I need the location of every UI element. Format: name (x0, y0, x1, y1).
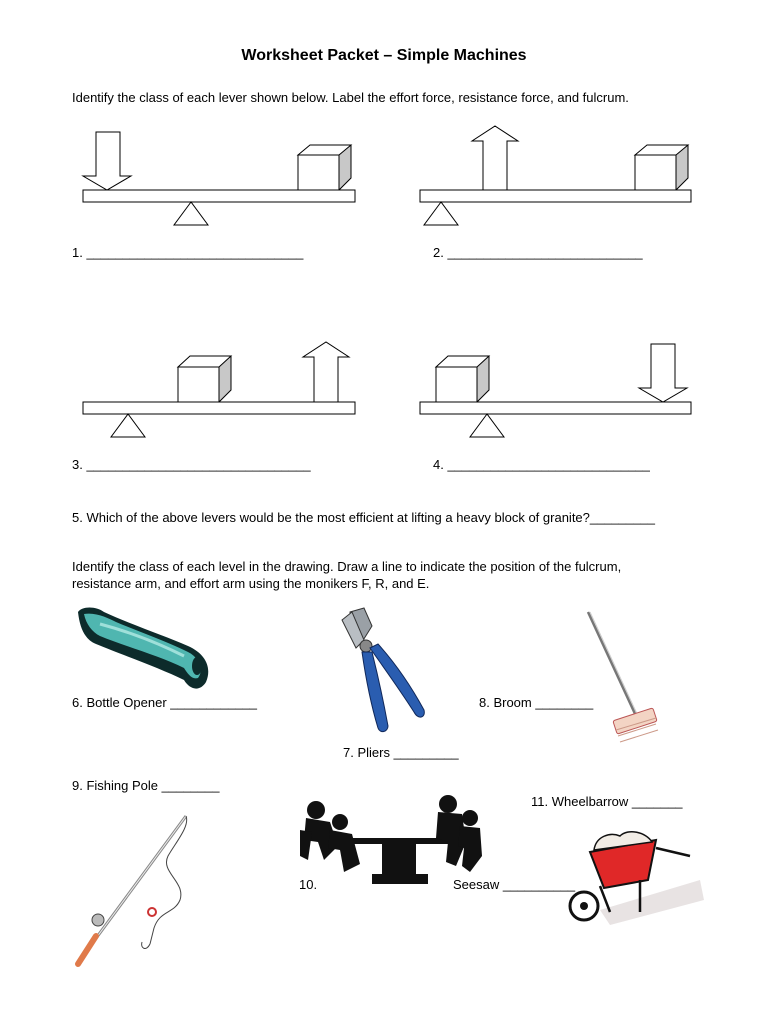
bottle-opener-label[interactable]: 6. Bottle Opener ____________ (72, 695, 258, 710)
question-5[interactable]: 5. Which of the above levers would be the most efficient at lifting a heavy block of granite?_________ (72, 510, 655, 525)
wheelbarrow-image (570, 832, 704, 925)
bottle-opener-image (78, 608, 208, 689)
page-title: Worksheet Packet – Simple Machines (241, 47, 527, 64)
drawing-instructions-line2: resistance arm, and effort arm using the monikers F, R, and E. (72, 576, 430, 591)
broom-label[interactable]: 8. Broom ________ (479, 695, 594, 710)
fishing-pole-label[interactable]: 9. Fishing Pole ________ (72, 778, 220, 793)
seesaw-label[interactable]: Seesaw __________ (453, 877, 576, 892)
wheelbarrow-label[interactable]: 11. Wheelbarrow _______ (531, 794, 683, 809)
seesaw-number: 10. (299, 877, 318, 892)
drawing-instructions-line1: Identify the class of each level in the drawing. Draw a line to indicate the position of the fulcrum, (72, 559, 622, 574)
pliers-image (342, 608, 424, 732)
pliers-label[interactable]: 7. Pliers _________ (343, 745, 459, 760)
seesaw-image (300, 795, 482, 884)
answer-1[interactable]: 1. ______________________________ (72, 245, 304, 260)
fishing-pole-image (78, 816, 187, 964)
broom-image (588, 612, 658, 742)
answer-2[interactable]: 2. ___________________________ (433, 245, 643, 260)
answer-3[interactable]: 3. _______________________________ (72, 457, 311, 472)
lever-instructions: Identify the class of each lever shown below. Label the effort force, resistance force, and fulcrum. (72, 90, 629, 105)
answer-4[interactable]: 4. ____________________________ (433, 457, 650, 472)
